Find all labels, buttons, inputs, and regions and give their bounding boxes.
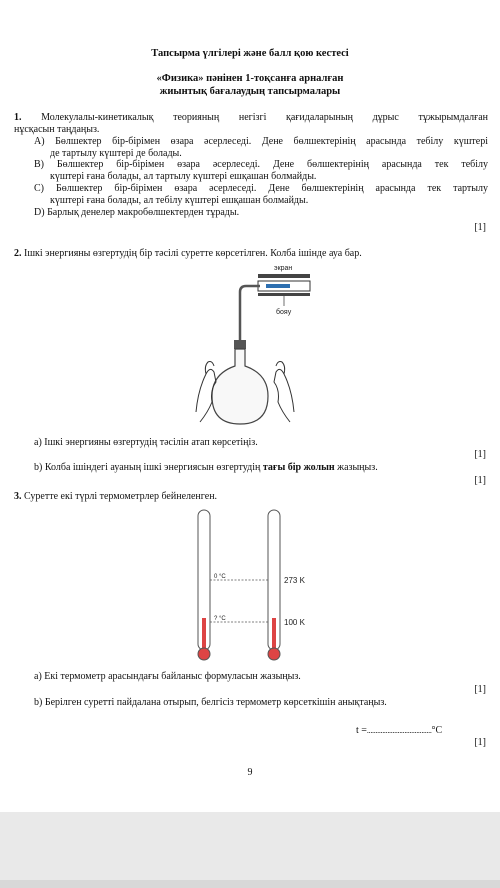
- figure-label-screen: экран: [274, 265, 293, 272]
- question-3b: b) Берілген суретті пайдалана отырып, белгісіз термометр көрсеткішін анықтаңыз.: [34, 697, 387, 708]
- figure-label-paint: бояу: [276, 309, 292, 316]
- left-thermometer-bulb: [198, 648, 210, 660]
- answer-dots[interactable]: ......................................: [366, 726, 432, 735]
- question-2b: b) Колба ішіндегі ауаның ішкі энергиясын өзгертудің тағы бір жолын жазыңыз.: [34, 462, 378, 473]
- answer-unit: °C: [431, 725, 443, 736]
- question-3a-mark: [1]: [474, 684, 486, 695]
- page-number: 9: [247, 767, 253, 778]
- left-thermometer-liquid: [202, 618, 206, 652]
- left-bottom-label: ? °C: [214, 616, 226, 622]
- question-1-option-a: A) Бөлшектер бір-бірімен өзара әсерлеседі. Дене бөлшектерінің арасында тебілу күштері де тартылу күштері де болады.: [34, 136, 488, 159]
- right-bottom-label: 100 K: [284, 618, 305, 627]
- question-1: [14, 112, 488, 135]
- question-1-option-d: D) Барлық денелер макробөлшектерден тұрады.: [34, 207, 240, 218]
- flask-body: [212, 349, 268, 424]
- question-1-option-c: C) Бөлшектер бір-бірімен өзара әсерлеседі. Дене бөлшектерінің арасында тек тартылу күштері ғана болады, ал тебілу күштері ешқашан болмайды.: [34, 183, 488, 206]
- question-1-option-b: B) Бөлшектер бір-бірімен өзара әсерлеседі. Дене бөлшектерінің арасында тек тебілу күштері ғана болады, ал тартылу күштері ешқашан болмайды.: [34, 159, 488, 182]
- glass-tube: [240, 286, 260, 340]
- flask-stopper: [234, 340, 246, 349]
- thermometers-figure: [190, 508, 330, 668]
- question-3a: a) Екі термометр арасындағы байланыс формуласын жазыңыз.: [34, 671, 301, 682]
- document-subtitle: [0, 72, 500, 98]
- question-1-mark: [1]: [474, 222, 486, 233]
- right-top-label: 273 K: [284, 576, 305, 585]
- question-2-number: 2.: [14, 248, 22, 259]
- right-thermometer-liquid: [272, 618, 276, 652]
- question-1-text-line2: нұсқасын таңдаңыз.: [14, 123, 100, 135]
- question-1-number: 1.: [14, 112, 22, 123]
- document-title: Тапсырма үлгілері және балл қою кестесі: [151, 48, 349, 59]
- question-2a: a) Ішкі энергияны өзгертудің тәсілін атап көрсетіңіз.: [34, 437, 258, 448]
- question-3-number: 3.: [14, 491, 22, 502]
- right-thermometer-bulb: [268, 648, 280, 660]
- question-3-text: Суретте екі түрлі термометрлер бейнеленген.: [24, 491, 218, 502]
- screen-plate: [258, 274, 310, 278]
- next-page-gap: [0, 812, 500, 888]
- question-1-text-line1: Молекулалы-кинетикалық теорияның негізгі қағидаларының дұрыс тұжырымдалған: [41, 112, 489, 123]
- answer-prefix: t =: [356, 725, 367, 736]
- question-2-text: Ішкі энергияны өзгертудің бір тәсілі суретте көрсетілген. Колба ішінде ауа бар.: [24, 248, 362, 259]
- answer-line: [356, 725, 491, 737]
- question-3: [14, 491, 488, 503]
- next-page-edge: [0, 880, 500, 888]
- subtitle-line-1: «Физика» пәнінен 1-тоқсанға арналған: [156, 73, 344, 84]
- question-2a-mark: [1]: [474, 449, 486, 460]
- screen-plate-bottom: [258, 293, 310, 296]
- flask-figure: [190, 262, 320, 432]
- left-top-label: 0 °C: [214, 574, 226, 580]
- right-hand-icon: [274, 369, 294, 422]
- paint-strip: [266, 284, 290, 288]
- question-3b-mark: [1]: [474, 737, 486, 748]
- question-2b-mark: [1]: [474, 475, 486, 486]
- question-2: [14, 248, 488, 260]
- subtitle-line-2: жиынтық бағалаудың тапсырмалары: [159, 86, 341, 97]
